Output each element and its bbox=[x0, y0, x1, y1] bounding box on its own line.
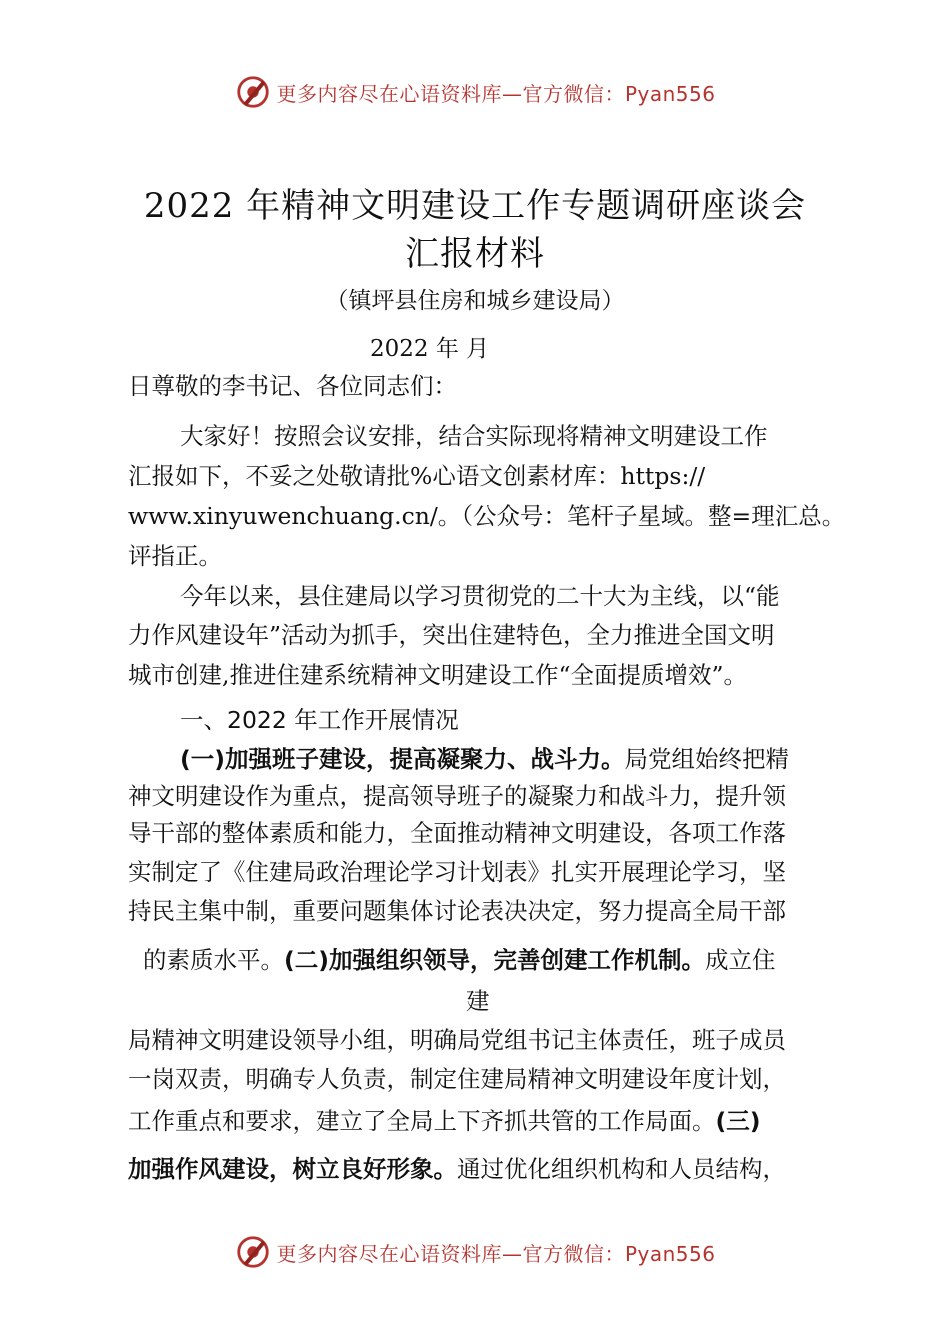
item2-bold-heading: (二)加强组织领导，完善创建工作机制。 bbox=[284, 946, 705, 974]
item1-line1 bbox=[180, 744, 789, 774]
item1-line1-rest: 局党组始终把精 bbox=[624, 745, 789, 773]
document-date: 2022 年 月 bbox=[370, 336, 490, 362]
item3-rest: 通过优化组织机构和人员结构， bbox=[457, 1155, 786, 1183]
paragraph2-line1: 今年以来，县住建局以学习贯彻党的二十大为主线，以“能 bbox=[180, 582, 780, 610]
pen-circle-icon bbox=[234, 1233, 272, 1271]
salutation: 日尊敬的李书记、各位同志们： bbox=[128, 372, 457, 400]
section1-heading: 一、2022 年工作开展情况 bbox=[180, 706, 459, 734]
paragraph2-line2: 力作风建设年”活动为抓手，突出住建特色，全力推进全国文明 bbox=[128, 621, 775, 649]
item2-line3: 一岗双责，明确专人负责，制定住建局精神文明建设年度计划， bbox=[128, 1065, 786, 1093]
item3-bold-prefix: (三) bbox=[715, 1107, 761, 1135]
pen-circle-icon bbox=[234, 73, 272, 111]
paragraph1-line4: 评指正。 bbox=[128, 542, 222, 570]
item1-line4: 实制定了《住建局政治理论学习计划表》扎实开展理论学习，坚 bbox=[128, 858, 786, 886]
item2-post: 成立住 bbox=[704, 946, 776, 974]
paragraph1-line1: 大家好！按照会议安排，结合实际现将精神文明建设工作 bbox=[180, 422, 768, 450]
footer-watermark-text: 更多内容尽在心语资料库—官方微信：Pyan556 bbox=[276, 1241, 716, 1266]
document-title-line1: 2022 年精神文明建设工作专题调研座谈会 bbox=[143, 186, 807, 226]
item2-wrap: 建 bbox=[466, 987, 490, 1015]
header-watermark-text: 更多内容尽在心语资料库—官方微信：Pyan556 bbox=[276, 81, 716, 106]
paragraph2-line3: 城市创建,推进住建系统精神文明建设工作“全面提质增效”。 bbox=[128, 661, 747, 689]
item1-line3: 导干部的整体素质和能力，全面推动精神文明建设，各项工作落 bbox=[128, 819, 786, 847]
item2-pre: 的素质水平。 bbox=[143, 946, 284, 974]
item2-line1 bbox=[143, 945, 775, 975]
item2-line4-text: 工作重点和要求，建立了全局上下齐抓共管的工作局面。 bbox=[128, 1107, 716, 1135]
item3-bold-heading: 加强作风建设，树立良好形象。 bbox=[128, 1155, 457, 1183]
footer-watermark-banner bbox=[0, 1232, 950, 1272]
document-title-line2: 汇报材料 bbox=[405, 234, 545, 274]
item2-line4 bbox=[128, 1106, 760, 1136]
paragraph1-line3: www.xinyuwenchuang.cn/。（公众号：笔杆子星域。整=理汇总。 bbox=[128, 502, 846, 530]
document-subtitle: （镇坪县住房和城乡建设局） bbox=[325, 288, 625, 314]
item2-line2: 局精神文明建设领导小组，明确局党组书记主体责任，班子成员 bbox=[128, 1026, 786, 1054]
item1-line5: 持民主集中制，重要问题集体讨论表决决定，努力提高全局干部 bbox=[128, 897, 786, 925]
item1-line2: 神文明建设作为重点，提高领导班子的凝聚力和战斗力，提升领 bbox=[128, 782, 786, 810]
header-watermark-banner bbox=[0, 72, 950, 112]
paragraph1-line2: 汇报如下，不妥之处敬请批%心语文创素材库：https:// bbox=[128, 462, 706, 490]
item1-bold-heading: (一)加强班子建设，提高凝聚力、战斗力。 bbox=[180, 745, 625, 773]
item3-line1 bbox=[128, 1154, 786, 1184]
